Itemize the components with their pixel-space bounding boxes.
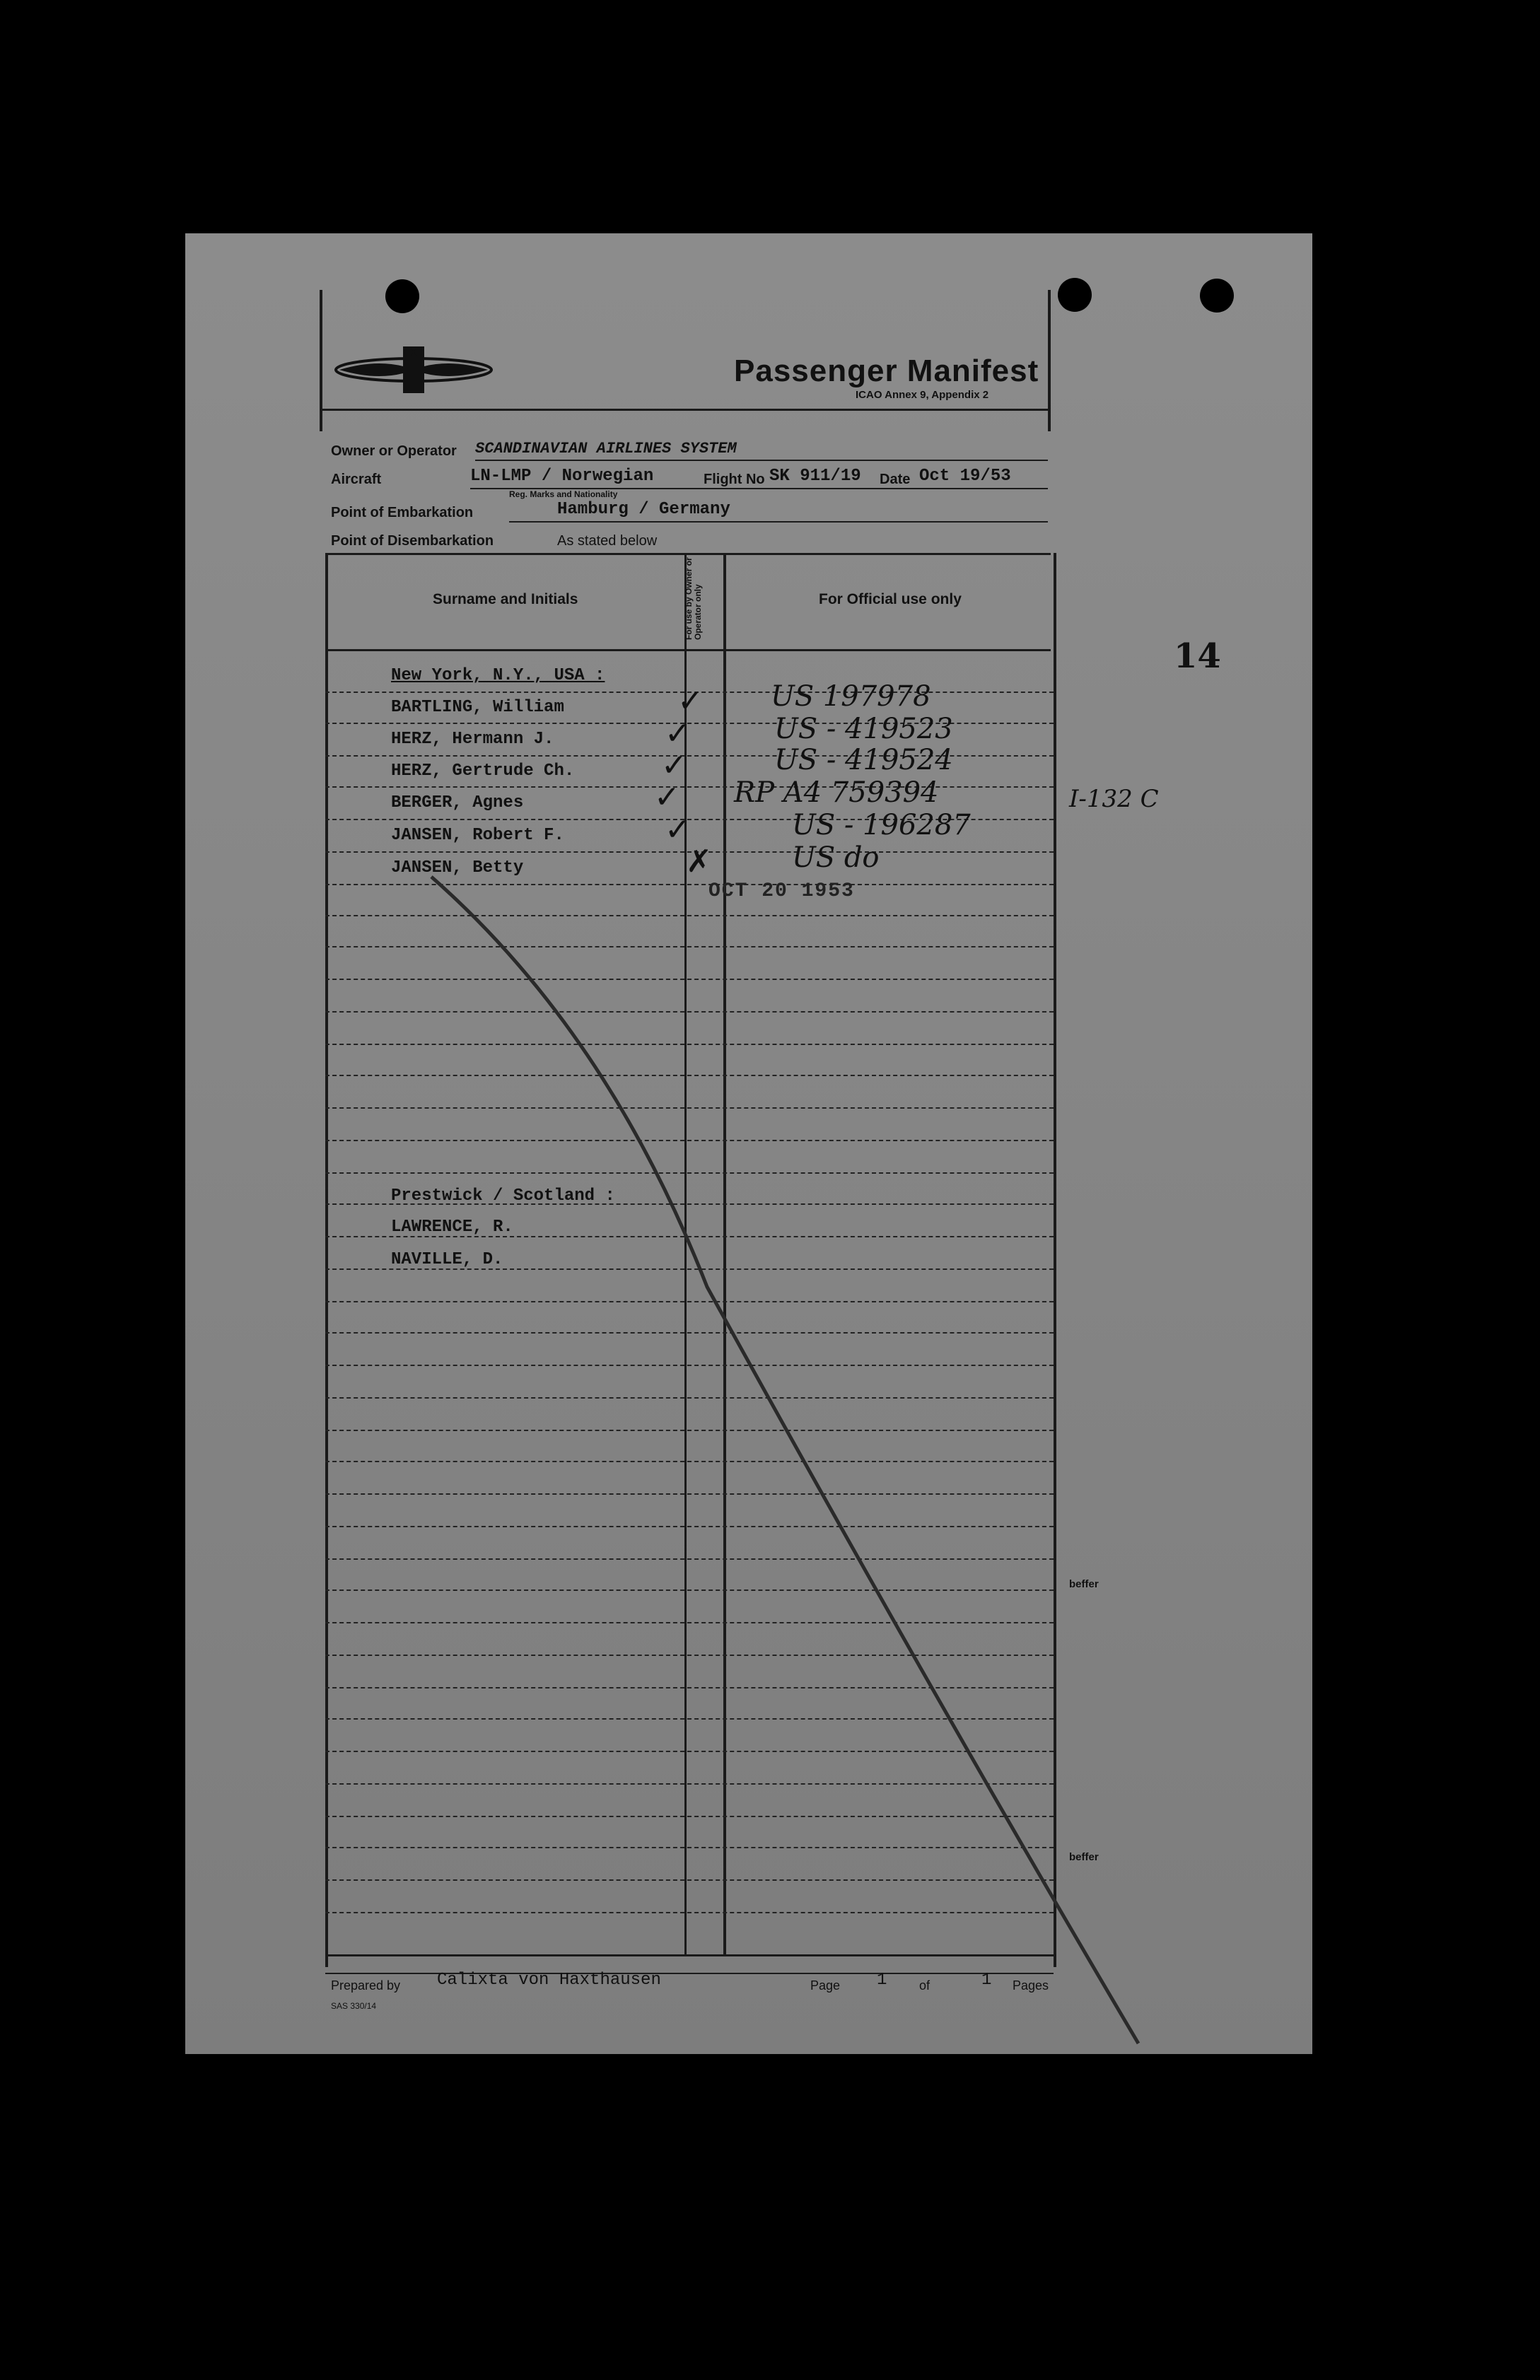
column-header-owner-use: For use by Owner or Operator only bbox=[684, 557, 703, 640]
column-header-official: For Official use only bbox=[819, 591, 962, 607]
official-entry: US - 419524 bbox=[774, 744, 953, 776]
owner-label: Owner or Operator bbox=[331, 443, 457, 459]
official-entry: US do bbox=[792, 841, 880, 874]
passenger-name: JANSEN, Betty bbox=[391, 858, 524, 877]
form-title: Passenger Manifest bbox=[734, 354, 1039, 388]
flight-label: Flight No bbox=[704, 472, 765, 487]
cross-mark: ✗ bbox=[686, 844, 712, 880]
embarkation-value: Hamburg / Germany bbox=[557, 500, 730, 519]
passenger-name: NAVILLE, D. bbox=[391, 1250, 503, 1269]
date-stamp: OCT 20 1953 bbox=[708, 880, 855, 902]
aircraft-label: Aircraft bbox=[331, 472, 382, 487]
check-mark: ✓ bbox=[661, 747, 687, 783]
official-entry: RP A4 759394 bbox=[734, 776, 939, 809]
disembarkation-label: Point of Disembarkation bbox=[331, 533, 494, 549]
owner-value: SCANDINAVIAN AIRLINES SYSTEM bbox=[475, 440, 737, 457]
destination-heading: New York, N.Y., USA : bbox=[391, 666, 605, 685]
official-entry: US 197978 bbox=[771, 680, 931, 713]
official-entry: US - 419523 bbox=[774, 713, 953, 745]
form-code: SAS 330/14 bbox=[331, 2001, 377, 2011]
prepared-value: Calixta von Haxthausen bbox=[437, 1971, 661, 1990]
date-label: Date bbox=[880, 472, 911, 487]
destination-heading: Prestwick / Scotland : bbox=[391, 1186, 615, 1206]
of-label: of bbox=[919, 1978, 931, 1993]
passenger-name: BARTLING, William bbox=[391, 698, 564, 717]
side-mark: beffer bbox=[1069, 1851, 1099, 1863]
check-mark: ✓ bbox=[677, 683, 704, 719]
disembarkation-value: As stated below bbox=[557, 533, 658, 549]
side-mark: beffer bbox=[1069, 1578, 1099, 1590]
pages-label: Pages bbox=[1013, 1978, 1049, 1993]
prepared-label: Prepared by bbox=[331, 1978, 401, 1993]
passenger-name: JANSEN, Robert F. bbox=[391, 826, 564, 845]
flight-value: SK 911/19 bbox=[769, 467, 861, 486]
margin-note: I-132 C bbox=[1069, 785, 1159, 813]
date-value: Oct 19/53 bbox=[919, 467, 1011, 486]
check-mark: ✓ bbox=[665, 716, 691, 752]
form-subtitle: ICAO Annex 9, Appendix 2 bbox=[856, 389, 989, 401]
embarkation-label: Point of Embarkation bbox=[331, 505, 474, 520]
passenger-name: LAWRENCE, R. bbox=[391, 1218, 513, 1237]
page-number-annotation: 14 bbox=[1174, 636, 1221, 676]
check-mark: ✓ bbox=[654, 779, 680, 815]
footer-rule bbox=[325, 1973, 1054, 1974]
aircraft-note: Reg. Marks and Nationality bbox=[509, 489, 618, 499]
of-value: 1 bbox=[981, 1971, 992, 1990]
check-mark: ✓ bbox=[665, 812, 691, 848]
page-label: Page bbox=[810, 1978, 841, 1993]
passenger-name: BERGER, Agnes bbox=[391, 793, 524, 812]
aircraft-value: LN-LMP / Norwegian bbox=[470, 467, 654, 486]
column-header-surname: Surname and Initials bbox=[433, 591, 578, 607]
page-value: 1 bbox=[877, 1971, 887, 1990]
passenger-name: HERZ, Hermann J. bbox=[391, 730, 554, 749]
passenger-name: HERZ, Gertrude Ch. bbox=[391, 762, 575, 781]
official-entry: US - 196287 bbox=[792, 809, 971, 841]
